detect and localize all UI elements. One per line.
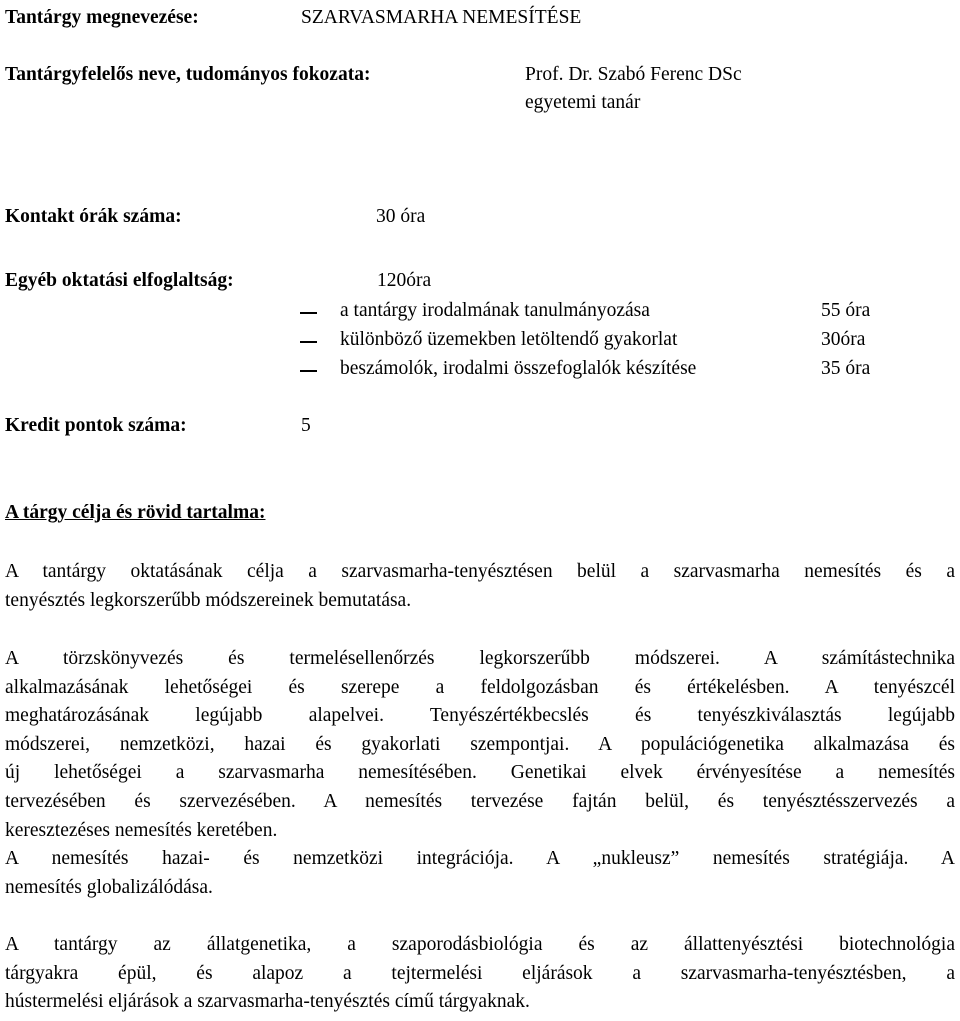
paragraph-line: A tantárgy oktatásának célja a szarvasmarha-tenyésztésen belül a szarvasmarha nemesítés és a [5,561,955,582]
other-workload-value: 120óra [377,270,432,291]
credits-label: Kredit pontok száma: [5,415,187,436]
section-title: A tárgy célja és rövid tartalma: [5,502,266,523]
paragraph-line: tervezésében és szervezésében. A nemesítés tervezése fajtán belül, és tenyésztésszervezés a [5,790,955,812]
paragraph-line: módszerei, nemzetközi, hazai és gyakorlati szempontjai. A populációgenetika alkalmazása és [5,733,955,755]
paragraph-line: nemesítés globalizálódása. [5,876,213,898]
subject-value: SZARVASMARHA NEMESÍTÉSE [301,7,582,28]
paragraph-content [5,645,955,845]
paragraph-integration [5,845,955,902]
subject-label: Tantárgy megnevezése: [5,7,199,28]
contact-hours-value: 30 óra [376,206,426,227]
credits-value: 5 [301,415,311,436]
workload-item-text: különböző üzemekben letöltendő gyakorlat [340,329,678,350]
workload-item-hours: 30óra [821,329,866,350]
workload-item-hours: 35 óra [821,358,871,379]
paragraph-line: A tantárgy az állatgenetika, a szaporodásbiológia és az állattenyésztési biotechnológia [5,934,955,955]
workload-item-text: a tantárgy irodalmának tanulmányozása [340,300,650,321]
workload-item-hours: 55 óra [821,300,871,321]
paragraph-line: keresztezéses nemesítés keretében. [5,819,278,841]
other-workload-label: Egyéb oktatási elfoglaltság: [5,270,234,291]
paragraph-line: hústermelési eljárások a szarvasmarha-tenyésztés című tárgyaknak. [5,991,530,1013]
dash-bullet-icon [300,341,317,343]
paragraph-aim [5,558,955,615]
paragraph-line: A törzskönyvezés és termelésellenőrzés legkorszerűbb módszerei. A számítástechnika [5,648,955,669]
paragraph-line: meghatározásának legújabb alapelvei. Tenyészértékbecslés és tenyészkiválasztás legújabb [5,705,955,727]
paragraph-prerequisites [5,931,955,1017]
contact-hours-label: Kontakt órák száma: [5,206,182,227]
dash-bullet-icon [300,312,317,314]
paragraph-line: tárgyakra épül, és alapoz a tejtermelési eljárások a szarvasmarha-tenyésztésben, a [5,962,955,984]
paragraph-line: A nemesítés hazai- és nemzetközi integrációja. A „nukleusz” nemesítés stratégiája. A [5,848,955,869]
paragraph-line: alkalmazásának lehetőségei és szerepe a feldolgozásban és értékelésben. A tenyészcél [5,676,955,698]
workload-item-text: beszámolók, irodalmi összefoglalók készítése [340,358,697,379]
responsible-title: egyetemi tanár [525,92,641,113]
responsible-name: Prof. Dr. Szabó Ferenc DSc [525,64,742,85]
responsible-label: Tantárgyfelelős neve, tudományos fokozata: [5,64,371,85]
dash-bullet-icon [300,370,317,372]
paragraph-line: tenyésztés legkorszerűbb módszereinek bemutatása. [5,589,412,611]
paragraph-line: új lehetőségei a szarvasmarha nemesítésében. Genetikai elvek érvényesítése a nemesítés [5,762,955,784]
